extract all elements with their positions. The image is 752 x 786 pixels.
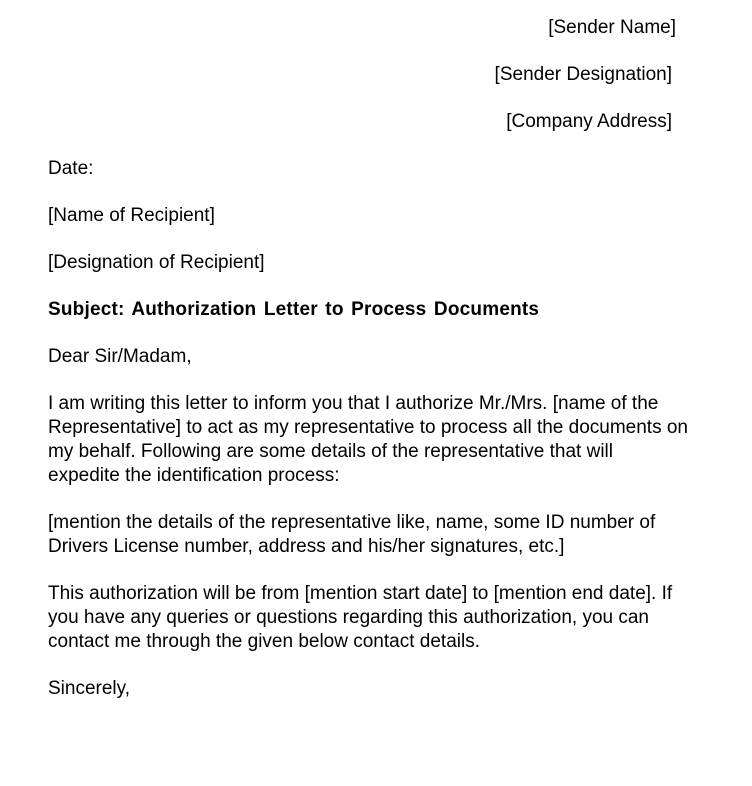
sender-designation: [Sender Designation] — [494, 64, 672, 85]
sender-name: [Sender Name] — [548, 17, 676, 38]
recipient-name: [Name of Recipient] — [48, 205, 215, 226]
body-paragraph-1: I am writing this letter to inform you that I authorize Mr./Mrs. [name of the Representative] to act as my representative to process all the documents on my behalf. Following are some details of the representative that will expedite the identification process: — [48, 393, 688, 486]
recipient-designation: [Designation of Recipient] — [48, 252, 265, 273]
letter — [48, 16, 688, 701]
date-label: Date: — [48, 158, 94, 179]
closing: Sincerely, — [48, 678, 131, 699]
sender-block — [48, 16, 688, 134]
subject-line: Subject: Authorization Letter to Process Documents — [48, 299, 540, 320]
company-address: [Company Address] — [506, 111, 672, 132]
salutation: Dear Sir/Madam, — [48, 346, 192, 367]
body-paragraph-2: [mention the details of the representative like, name, some ID number of Drivers License number, address and his/her signatures, etc.] — [48, 512, 656, 557]
body-paragraph-3: This authorization will be from [mention start date] to [mention end date]. If you have any queries or questions regarding this authorization, you can contact me through the given below contact details. — [48, 583, 673, 652]
